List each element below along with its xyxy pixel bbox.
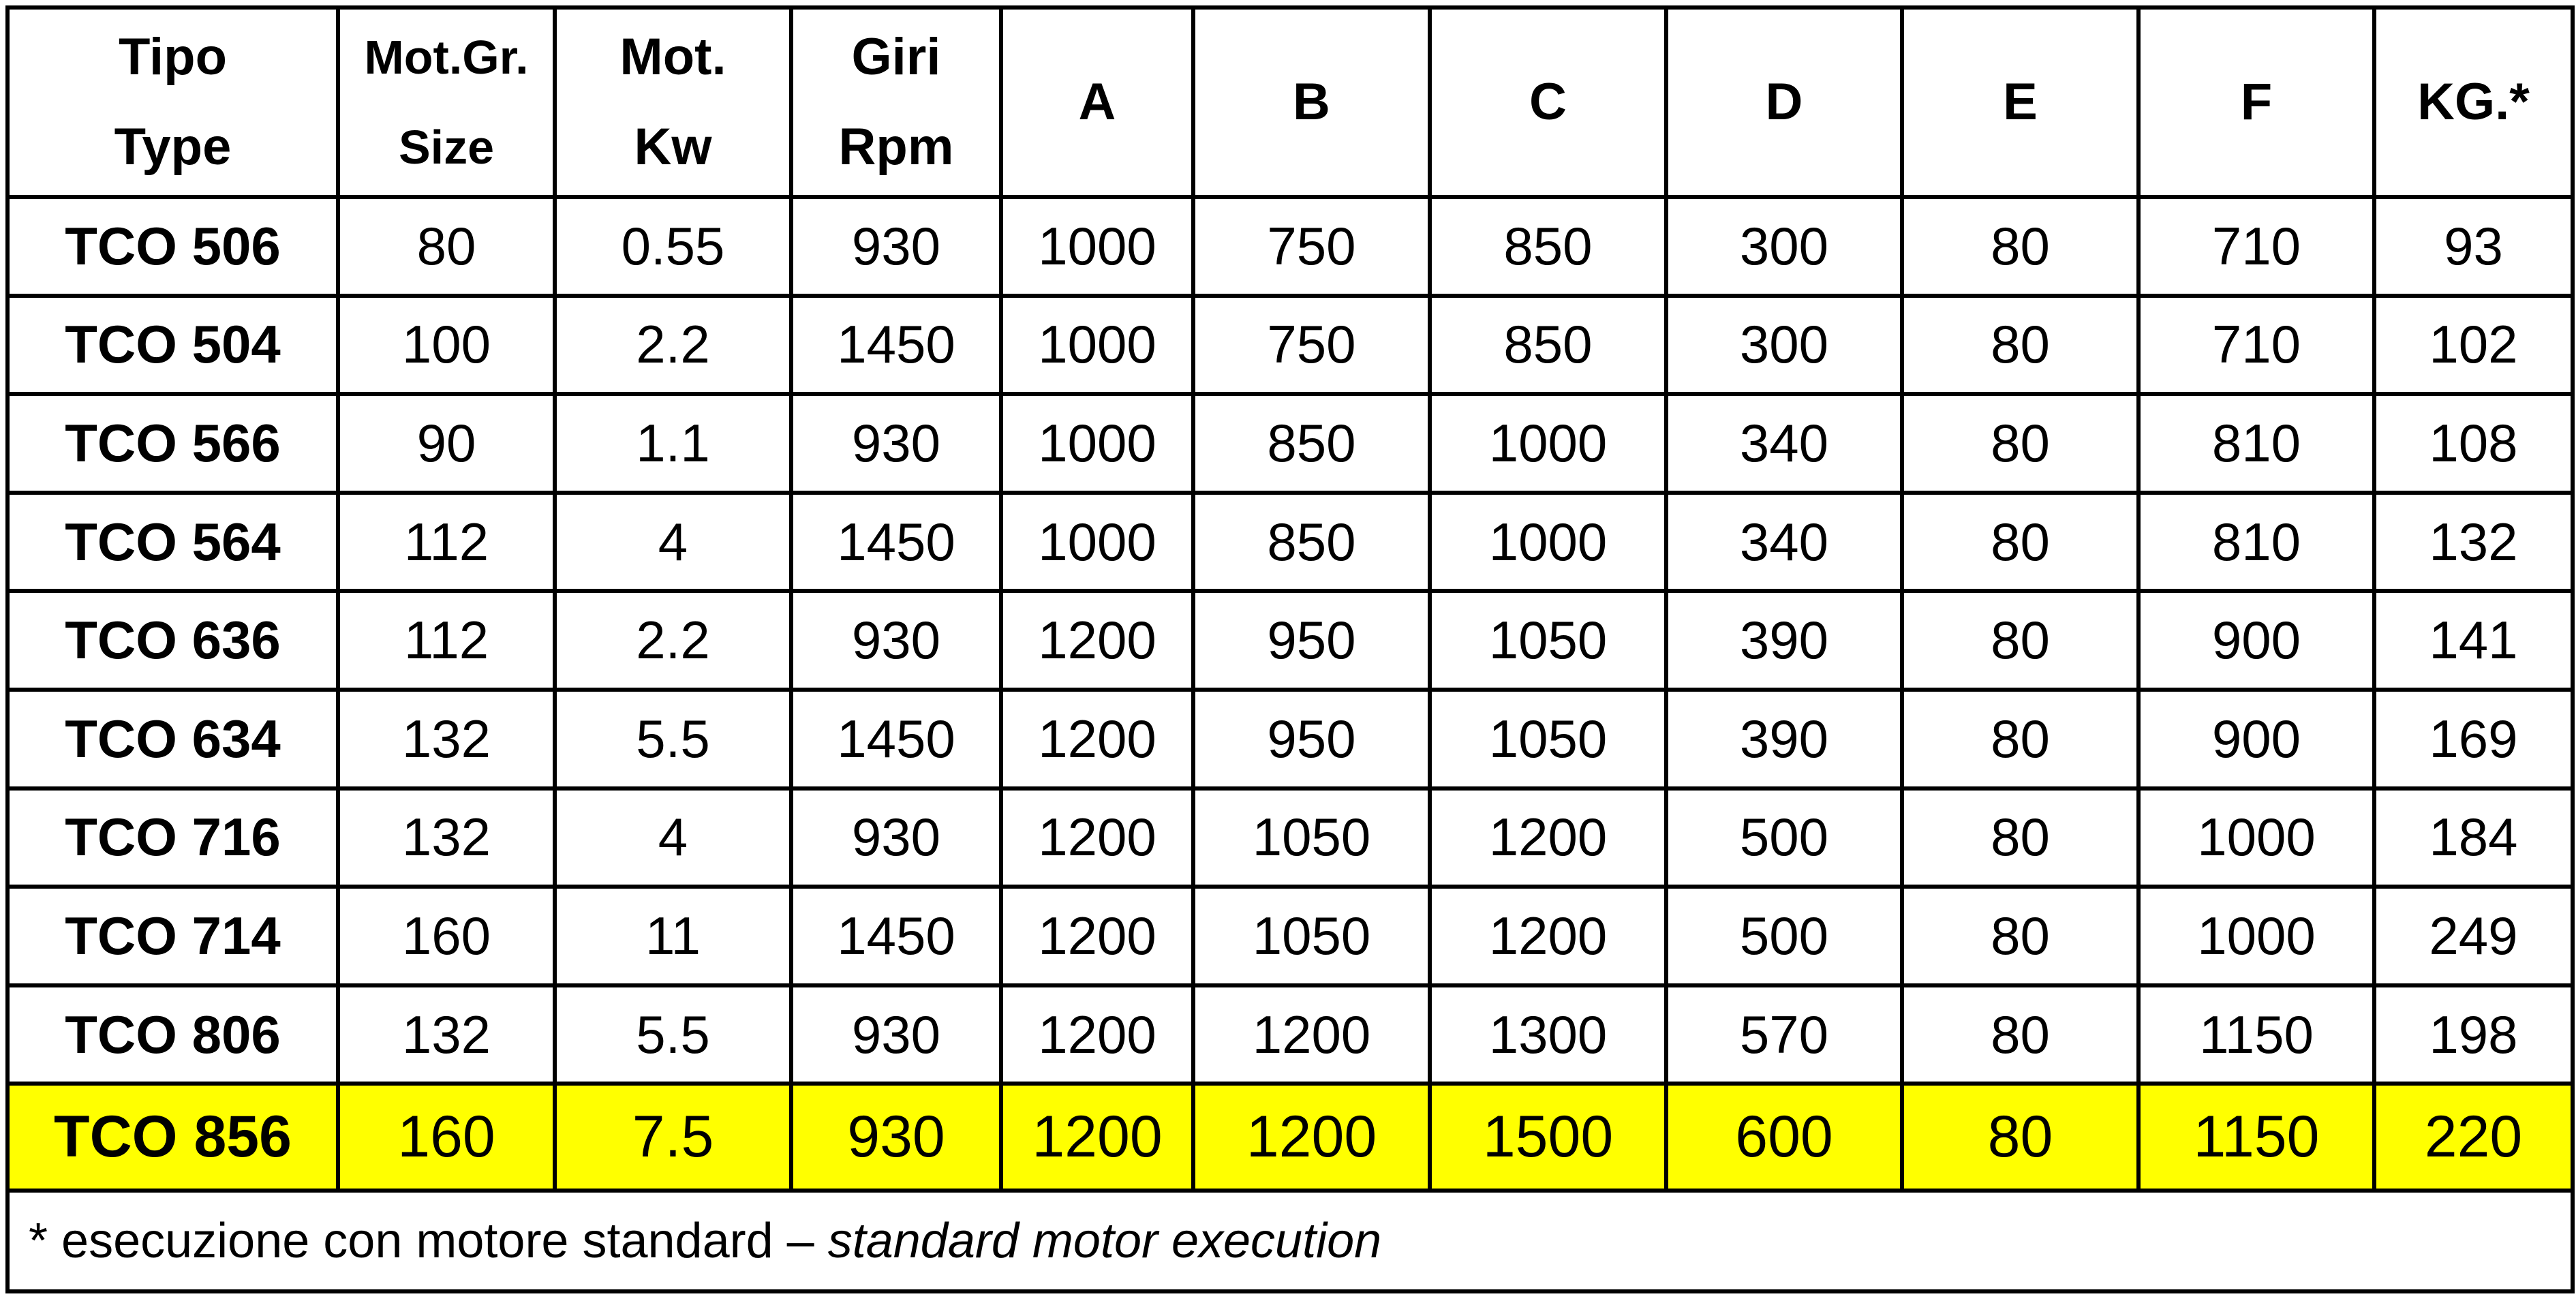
cell-rpm: 1450 [791,493,1001,592]
cell-f: 1150 [2138,985,2374,1084]
cell-a: 1200 [1001,788,1193,887]
cell-c: 1000 [1430,493,1666,592]
cell-d: 600 [1666,1084,1902,1191]
footnote-italic-text: standard motor execution [827,1214,1382,1268]
cell-kg: 249 [2374,887,2573,985]
cell-f: 900 [2138,690,2374,788]
header-d-line: D [1765,73,1803,131]
cell-kw: 4 [555,788,791,887]
header-tipo-line: Tipo [118,28,227,86]
header-size [338,7,555,197]
cell-size: 160 [338,1084,555,1191]
cell-size: 100 [338,296,555,395]
specifications-table [5,5,2575,1293]
header-e-line: E [2003,73,2038,131]
footnote-row [7,1191,2573,1291]
cell-rpm: 930 [791,394,1001,493]
header-kg [2374,7,2573,197]
type-cell: TCO 634 [7,690,338,788]
cell-d: 570 [1666,985,1902,1084]
header-size-line: Size [398,121,495,174]
header-size-line: Mot.Gr. [364,31,529,84]
table-row [7,887,2573,985]
footnote-text: * esecuzione con motore standard – [29,1214,828,1268]
header-rpm-line: Giri [851,28,941,86]
cell-c: 1300 [1430,985,1666,1084]
cell-c: 1050 [1430,591,1666,690]
cell-e: 80 [1902,887,2138,985]
cell-kg: 132 [2374,493,2573,592]
header-kg-line: KG.* [2417,73,2530,131]
cell-e: 80 [1902,394,2138,493]
cell-d: 500 [1666,788,1902,887]
table-row [7,690,2573,788]
cell-kw: 5.5 [555,690,791,788]
header-c [1430,7,1666,197]
cell-kw: 4 [555,493,791,592]
cell-e: 80 [1902,1084,2138,1191]
cell-c: 1050 [1430,690,1666,788]
header-a [1001,7,1193,197]
table-row [7,296,2573,395]
cell-b: 1050 [1193,887,1430,985]
header-f-line: F [2240,73,2273,131]
type-cell: TCO 714 [7,887,338,985]
cell-c: 850 [1430,197,1666,296]
header-row [7,7,2573,197]
cell-e: 80 [1902,493,2138,592]
cell-kw: 7.5 [555,1084,791,1191]
cell-d: 340 [1666,493,1902,592]
cell-b: 750 [1193,296,1430,395]
cell-f: 900 [2138,591,2374,690]
table-row [7,591,2573,690]
header-rpm [791,7,1001,197]
cell-b: 950 [1193,591,1430,690]
cell-b: 1200 [1193,985,1430,1084]
cell-b: 850 [1193,394,1430,493]
cell-a: 1200 [1001,887,1193,985]
table-row [7,788,2573,887]
table-row [7,493,2573,592]
type-cell: TCO 636 [7,591,338,690]
cell-kw: 2.2 [555,296,791,395]
cell-kg: 220 [2374,1084,2573,1191]
cell-b: 750 [1193,197,1430,296]
cell-a: 1000 [1001,197,1193,296]
header-tipo-line: Type [114,118,232,176]
cell-f: 710 [2138,197,2374,296]
cell-kg: 93 [2374,197,2573,296]
header-tipo [7,7,338,197]
cell-d: 500 [1666,887,1902,985]
cell-kg: 141 [2374,591,2573,690]
table-row [7,394,2573,493]
header-kw-line: Kw [634,118,712,176]
header-kw-line: Mot. [619,28,726,86]
header-kw [555,7,791,197]
cell-b: 950 [1193,690,1430,788]
cell-b: 1200 [1193,1084,1430,1191]
cell-size: 132 [338,788,555,887]
type-cell: TCO 506 [7,197,338,296]
cell-e: 80 [1902,690,2138,788]
cell-kg: 102 [2374,296,2573,395]
cell-rpm: 930 [791,985,1001,1084]
cell-d: 300 [1666,197,1902,296]
cell-kw: 11 [555,887,791,985]
cell-rpm: 930 [791,788,1001,887]
cell-rpm: 930 [791,197,1001,296]
type-cell: TCO 806 [7,985,338,1084]
cell-rpm: 930 [791,591,1001,690]
cell-f: 810 [2138,394,2374,493]
type-cell: TCO 566 [7,394,338,493]
cell-f: 1000 [2138,887,2374,985]
cell-e: 80 [1902,197,2138,296]
cell-kg: 169 [2374,690,2573,788]
cell-e: 80 [1902,296,2138,395]
header-e [1902,7,2138,197]
cell-kw: 0.55 [555,197,791,296]
cell-c: 1500 [1430,1084,1666,1191]
cell-f: 1150 [2138,1084,2374,1191]
header-a-line: A [1078,73,1116,131]
cell-c: 1000 [1430,394,1666,493]
cell-b: 850 [1193,493,1430,592]
cell-c: 1200 [1430,887,1666,985]
cell-f: 1000 [2138,788,2374,887]
cell-a: 1000 [1001,394,1193,493]
cell-size: 112 [338,591,555,690]
type-cell: TCO 504 [7,296,338,395]
cell-a: 1200 [1001,985,1193,1084]
header-b [1193,7,1430,197]
cell-c: 850 [1430,296,1666,395]
cell-kw: 5.5 [555,985,791,1084]
cell-size: 112 [338,493,555,592]
cell-kg: 184 [2374,788,2573,887]
cell-d: 390 [1666,690,1902,788]
table-row [7,1084,2573,1191]
cell-kg: 108 [2374,394,2573,493]
cell-d: 340 [1666,394,1902,493]
header-d [1666,7,1902,197]
cell-e: 80 [1902,985,2138,1084]
footnote [7,1191,2573,1291]
cell-f: 710 [2138,296,2374,395]
cell-rpm: 930 [791,1084,1001,1191]
cell-c: 1200 [1430,788,1666,887]
type-cell: TCO 716 [7,788,338,887]
cell-size: 132 [338,690,555,788]
header-f [2138,7,2374,197]
cell-size: 90 [338,394,555,493]
cell-d: 300 [1666,296,1902,395]
cell-a: 1000 [1001,493,1193,592]
table-row [7,197,2573,296]
cell-rpm: 1450 [791,887,1001,985]
header-b-line: B [1293,73,1330,131]
cell-a: 1200 [1001,591,1193,690]
cell-kw: 2.2 [555,591,791,690]
cell-a: 1000 [1001,296,1193,395]
cell-rpm: 1450 [791,296,1001,395]
cell-d: 390 [1666,591,1902,690]
cell-f: 810 [2138,493,2374,592]
type-cell: TCO 856 [7,1084,338,1191]
cell-size: 80 [338,197,555,296]
cell-rpm: 1450 [791,690,1001,788]
header-rpm-line: Rpm [838,118,954,176]
cell-b: 1050 [1193,788,1430,887]
header-c-line: C [1529,73,1567,131]
cell-size: 160 [338,887,555,985]
type-cell: TCO 564 [7,493,338,592]
cell-e: 80 [1902,591,2138,690]
cell-kg: 198 [2374,985,2573,1084]
cell-a: 1200 [1001,690,1193,788]
cell-e: 80 [1902,788,2138,887]
cell-a: 1200 [1001,1084,1193,1191]
cell-size: 132 [338,985,555,1084]
cell-kw: 1.1 [555,394,791,493]
table-row [7,985,2573,1084]
